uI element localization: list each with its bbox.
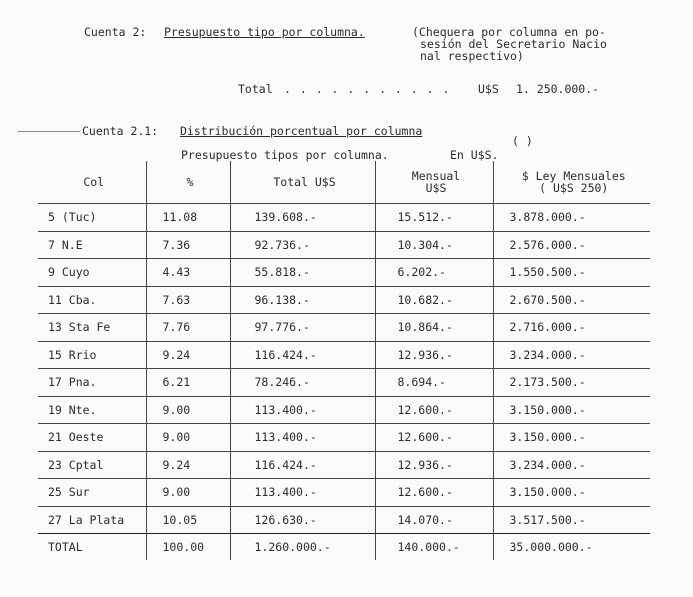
cell-ley: 3.234.000.-: [493, 341, 650, 369]
total-amount: 1. 250.000.-: [516, 82, 600, 96]
cell-col: TOTAL: [38, 534, 146, 561]
cell-ley: 3.150.000.-: [493, 479, 650, 507]
heading-note-line3: nal respectivo): [420, 49, 524, 63]
cell-total: 113.400.-: [230, 479, 375, 507]
cell-mensual: 6.202.-: [375, 259, 493, 287]
cell-pct: 9.00: [146, 479, 230, 507]
header-ley-line2: ( U$S 250): [539, 181, 609, 195]
cell-col: 19 Nte.: [38, 396, 146, 424]
cell-mensual: 12.600.-: [375, 479, 493, 507]
cell-mensual: 12.936.-: [375, 341, 493, 369]
heading-title: Presupuesto tipo por columna.: [164, 25, 365, 39]
cell-ley: 2.670.500.-: [493, 286, 650, 314]
subheading-prefix: Cuenta 2.1:: [82, 124, 159, 138]
cell-ley: 3.517.500.-: [493, 506, 650, 534]
cell-mensual: 140.000.-: [375, 534, 493, 561]
total-currency: U$S: [478, 82, 499, 96]
cell-mensual: 12.600.-: [375, 424, 493, 452]
cell-ley: 2.716.000.-: [493, 314, 650, 342]
header-mensual-line2: U$S: [425, 181, 447, 195]
cell-total: 116.424.-: [230, 451, 375, 479]
cell-total: 139.608.-: [230, 204, 375, 232]
cell-pct: 11.08: [146, 204, 230, 232]
header-mensual-line1: Mensual: [411, 169, 461, 183]
table-body: [38, 204, 650, 561]
table-row: [38, 396, 650, 424]
header-ley: [493, 161, 650, 204]
cell-col: 21 Oeste: [38, 424, 146, 452]
cell-total: 1.260.000.-: [230, 534, 375, 561]
cell-total: 78.246.-: [230, 369, 375, 397]
cell-col: 17 Pna.: [38, 369, 146, 397]
cell-pct: 7.76: [146, 314, 230, 342]
cell-pct: 9.24: [146, 341, 230, 369]
cell-mensual: 12.936.-: [375, 451, 493, 479]
table-header-row: [38, 161, 650, 204]
budget-table: [38, 161, 650, 560]
cell-total: 55.818.-: [230, 259, 375, 287]
cell-pct: 10.05: [146, 506, 230, 534]
cell-mensual: 10.304.-: [375, 231, 493, 259]
cell-mensual: 15.512.-: [375, 204, 493, 232]
table-row: [38, 204, 650, 232]
cell-mensual: 12.600.-: [375, 396, 493, 424]
cell-pct: 9.24: [146, 451, 230, 479]
heading-note-line2: sesión del Secretario Nacio: [420, 37, 607, 51]
cell-col: 15 Rrio: [38, 341, 146, 369]
cell-ley: 2.576.000.-: [493, 231, 650, 259]
table-row: [38, 231, 650, 259]
cell-total: 126.630.-: [230, 506, 375, 534]
cell-col: 23 Cptal: [38, 451, 146, 479]
scan-mark: [18, 131, 80, 132]
table-row: [38, 259, 650, 287]
header-pct: %: [146, 161, 230, 204]
cell-pct: 9.00: [146, 396, 230, 424]
table-row: [38, 506, 650, 534]
cell-ley: 35.000.000.-: [493, 534, 650, 561]
subheading-paren: ( ): [512, 134, 533, 148]
table-unit: En U$S.: [450, 148, 499, 162]
cell-pct: 100.00: [146, 534, 230, 561]
cell-col: 13 Sta Fe: [38, 314, 146, 342]
cell-col: 9 Cuyo: [38, 259, 146, 287]
cell-col: 25 Sur: [38, 479, 146, 507]
cell-pct: 6.21: [146, 369, 230, 397]
cell-pct: 4.43: [146, 259, 230, 287]
cell-pct: 9.00: [146, 424, 230, 452]
cell-ley: 1.550.500.-: [493, 259, 650, 287]
table-row: [38, 369, 650, 397]
table-row: [38, 286, 650, 314]
table-row: [38, 451, 650, 479]
cell-mensual: 8.694.-: [375, 369, 493, 397]
cell-total: 92.736.-: [230, 231, 375, 259]
cell-total: 113.400.-: [230, 396, 375, 424]
cell-col: 5 (Tuc): [38, 204, 146, 232]
table-row: [38, 341, 650, 369]
table-caption: Presupuesto tipos por columna.: [181, 148, 389, 162]
heading-note-line1: (Chequera por columna en po-: [412, 25, 606, 39]
cell-ley: 3.150.000.-: [493, 424, 650, 452]
cell-ley: 3.878.000.-: [493, 204, 650, 232]
heading-prefix: Cuenta 2:: [84, 25, 147, 39]
header-ley-line1: $ Ley Mensuales: [521, 169, 626, 183]
table-row: [38, 314, 650, 342]
total-label: Total: [238, 82, 273, 96]
table-total-row: [38, 534, 650, 561]
cell-pct: 7.36: [146, 231, 230, 259]
cell-mensual: 10.864.-: [375, 314, 493, 342]
cell-total: 113.400.-: [230, 424, 375, 452]
cell-ley: 2.173.500.-: [493, 369, 650, 397]
total-dots: . . . . . . . . . . .: [284, 82, 451, 96]
header-mensual: [375, 161, 493, 204]
subheading-title: Distribución porcentual por columna: [180, 124, 423, 138]
cell-total: 96.138.-: [230, 286, 375, 314]
cell-mensual: 10.682.-: [375, 286, 493, 314]
cell-col: 27 La Plata: [38, 506, 146, 534]
cell-total: 97.776.-: [230, 314, 375, 342]
cell-ley: 3.150.000.-: [493, 396, 650, 424]
header-col: Col: [83, 175, 105, 189]
cell-total: 116.424.-: [230, 341, 375, 369]
table-row: [38, 424, 650, 452]
cell-mensual: 14.070.-: [375, 506, 493, 534]
cell-ley: 3.234.000.-: [493, 451, 650, 479]
cell-pct: 7.63: [146, 286, 230, 314]
header-total: Total U$S: [230, 161, 375, 204]
table-row: [38, 479, 650, 507]
cell-col: 7 N.E: [38, 231, 146, 259]
cell-col: 11 Cba.: [38, 286, 146, 314]
